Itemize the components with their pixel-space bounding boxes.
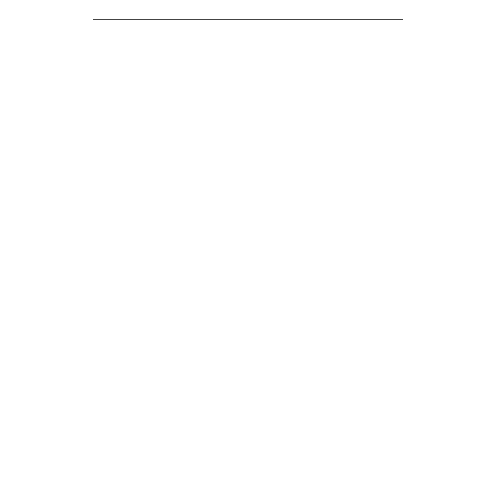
running-header [93,2,403,20]
